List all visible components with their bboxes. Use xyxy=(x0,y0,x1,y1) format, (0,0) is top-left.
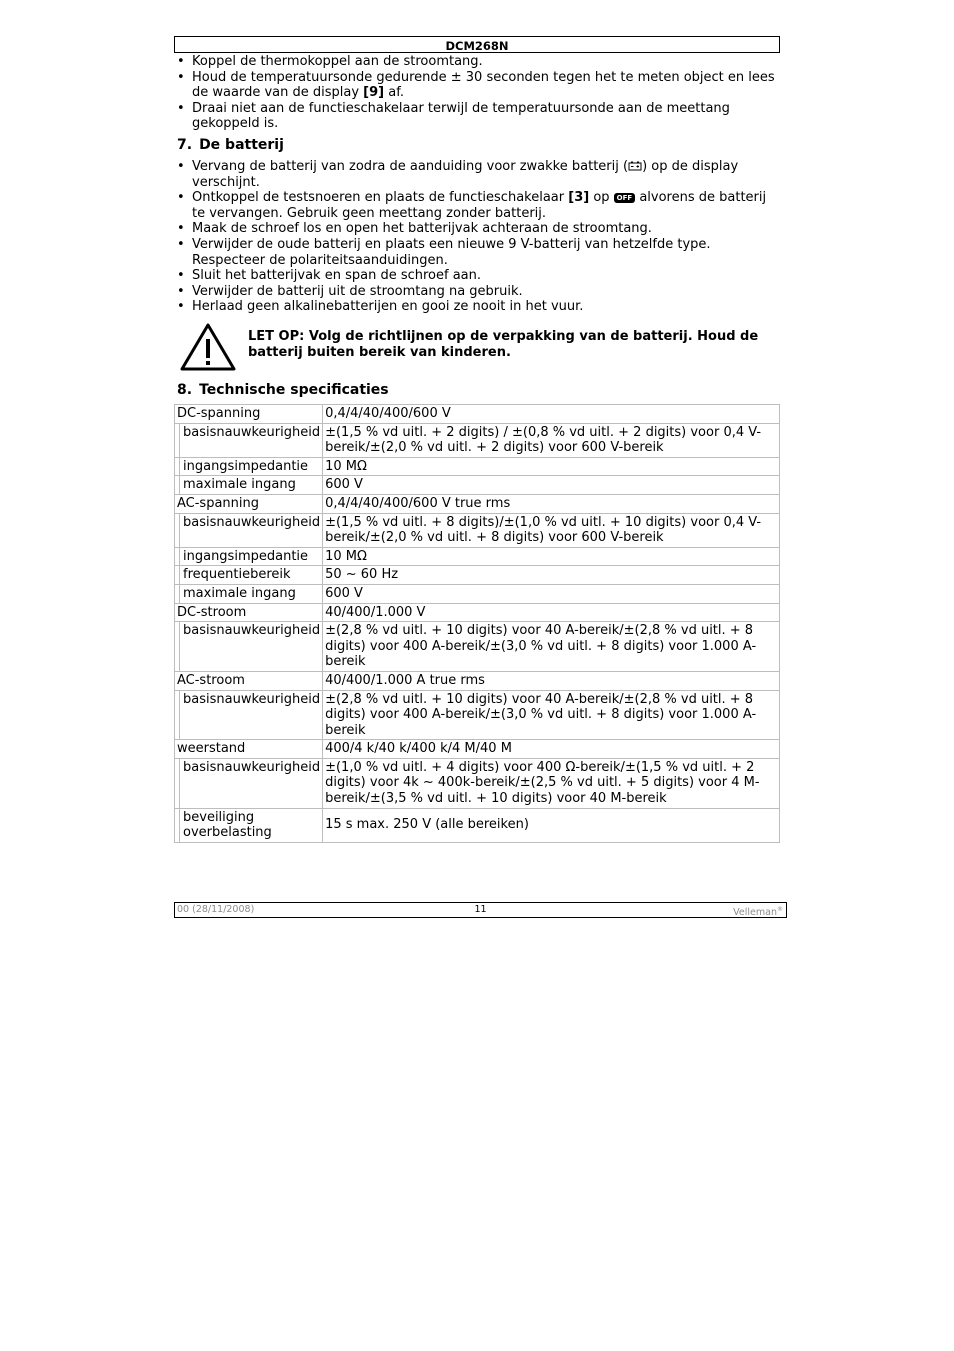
table-row: AC-stroom 40/400/1.000 A true rms xyxy=(175,671,780,690)
table-row: basisnauwkeurigheid ±(2,8 % vd uitl. + 10 digits) voor 40 A-bereik/±(2,8 % vd uitl. + 8 digits) voor 400 A-bereik/±(3,0 % vd uitl. + 8 digits) voor 1.000 A-bereik xyxy=(175,690,780,740)
table-row: ingangsimpedantie 10 MΩ xyxy=(175,547,780,566)
list-item: • Houd de temperatuursonde gedurende ± 30 seconden tegen het te meten object en lees de waarde van de display [9] af. xyxy=(176,70,780,101)
list-item: • Verwijder de oude batterij en plaats een nieuwe 9 V-batterij van hetzelfde type. Respecteer de polariteitsaanduidingen. xyxy=(176,237,780,268)
table-row: basisnauwkeurigheid ±(2,8 % vd uitl. + 10 digits) voor 40 A-bereik/±(2,8 % vd uitl. + 8 digits) voor 400 A-bereik/±(3,0 % vd uitl. + 8 digits) voor 1.000 A-bereik xyxy=(175,622,780,672)
table-row: DC-stroom 40/400/1.000 V xyxy=(175,603,780,622)
section-heading-battery: 7. De batterij xyxy=(177,137,284,153)
warning-triangle-icon xyxy=(180,323,236,371)
list-item: • Herlaad geen alkalinebatterijen en gooi ze nooit in het vuur. xyxy=(176,299,780,315)
battery-list xyxy=(176,159,780,315)
footer-brand: Velleman® xyxy=(733,906,783,919)
table-row: ingangsimpedantie 10 MΩ xyxy=(175,457,780,476)
table-row: frequentiebereik 50 ~ 60 Hz xyxy=(175,566,780,585)
table-row: beveiliging overbelasting 15 s max. 250 V (alle bereiken) xyxy=(175,808,780,842)
footer-version: 00 (28/11/2008) xyxy=(177,904,255,915)
table-row: DC-spanning 0,4/4/40/400/600 V xyxy=(175,405,780,424)
off-switch-icon: OFF xyxy=(614,193,636,203)
table-row: basisnauwkeurigheid ±(1,5 % vd uitl. + 2 digits) / ±(0,8 % vd uitl. + 2 digits) voor 0,4 V-bereik/±(2,0 % vd uitl. + 2 digits) voor 600 V-bereik xyxy=(175,423,780,457)
table-row: weerstand 400/4 k/40 k/400 k/4 M/40 M xyxy=(175,740,780,759)
list-item: • Ontkoppel de testsnoeren en plaats de functieschakelaar [3] op OFF alvorens de batterij te vervangen. Gebruik geen meettang zonder batterij. xyxy=(176,190,780,221)
list-item: • Vervang de batterij van zodra de aanduiding voor zwakke batterij ( ) op de display verschijnt. xyxy=(176,159,780,190)
table-row: maximale ingang 600 V xyxy=(175,476,780,495)
table-row: AC-spanning 0,4/4/40/400/600 V true rms xyxy=(175,494,780,513)
table-row: basisnauwkeurigheid ±(1,0 % vd uitl. + 4 digits) voor 400 Ω-bereik/±(1,5 % vd uitl. + 2 digits) voor 4k ~ 400k-bereik/±(2,5 % vd uitl. + 5 digits) voor 4 M-bereik/±(3,5 % vd uitl. + 10 digits) voor 40 M-bereik xyxy=(175,758,780,808)
list-item: • Sluit het batterijvak en span de schroef aan. xyxy=(176,268,780,284)
warning-text: LET OP: Volg de richtlijnen op de verpakking van de batterij. Houd de batterij buiten bereik van kinderen. xyxy=(248,329,759,360)
page-number: 11 xyxy=(474,904,487,915)
table-row: maximale ingang 600 V xyxy=(175,584,780,603)
battery-icon xyxy=(628,161,642,171)
list-item: • Verwijder de batterij uit de stroomtang na gebruik. xyxy=(176,284,780,300)
page-header: DCM268N xyxy=(174,36,780,53)
table-row: basisnauwkeurigheid ±(1,5 % vd uitl. + 8 digits)/±(1,0 % vd uitl. + 10 digits) voor 0,4 V-bereik/±(2,0 % vd uitl. + 8 digits) voor 600 V-bereik xyxy=(175,513,780,547)
list-item: • Maak de schroef los en open het batterijvak achteraan de stroomtang. xyxy=(176,221,780,237)
list-item: • Draai niet aan de functieschakelaar terwijl de temperatuursonde aan de meettang gekoppeld is. xyxy=(176,101,780,132)
page-footer xyxy=(174,902,787,918)
intro-list xyxy=(176,54,780,132)
list-item: • Koppel de thermokoppel aan de stroomtang. xyxy=(176,54,780,70)
section-heading-specs: 8. Technische specificaties xyxy=(177,382,389,398)
specs-table xyxy=(174,404,780,843)
